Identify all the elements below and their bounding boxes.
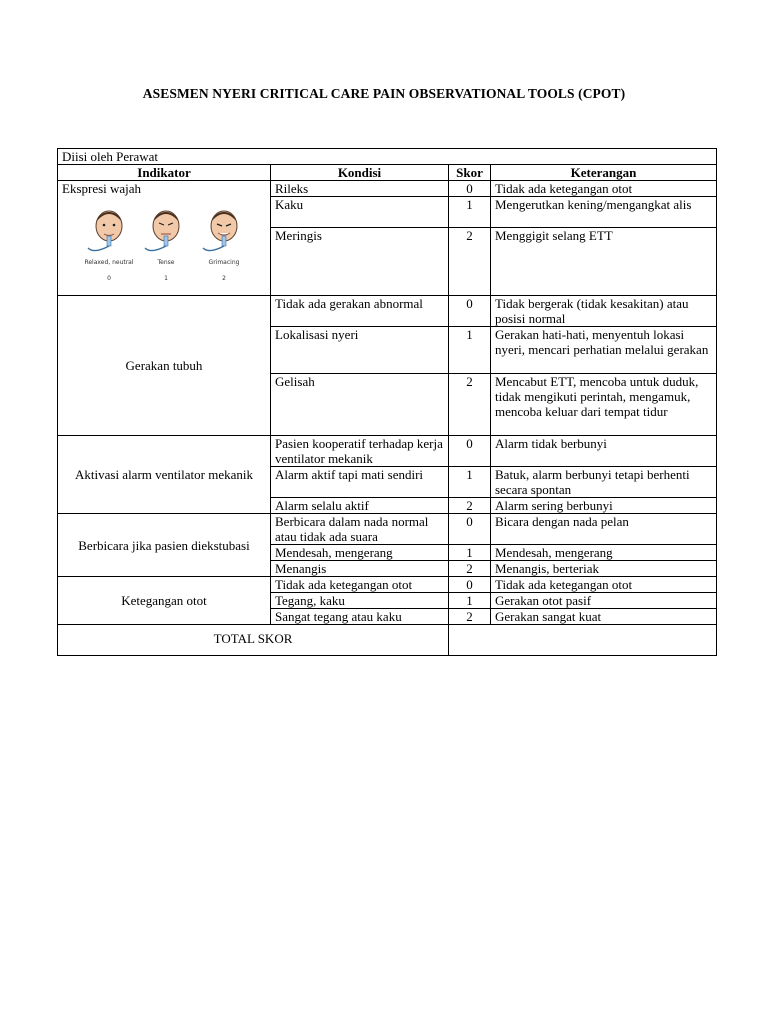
kondisi-cell: Alarm selalu aktif: [271, 498, 449, 514]
keterangan-cell: Mendesah, mengerang: [491, 545, 717, 561]
skor-cell: 2: [449, 228, 491, 296]
kondisi-cell: Tidak ada gerakan abnormal: [271, 296, 449, 327]
keterangan-cell: Bicara dengan nada pelan: [491, 514, 717, 545]
filled-by-label: Diisi oleh Perawat: [58, 149, 717, 165]
keterangan-cell: Batuk, alarm berbunyi tetapi berhenti secara spontan: [491, 467, 717, 498]
keterangan-cell: Menangis, berteriak: [491, 561, 717, 577]
kondisi-cell: Meringis: [271, 228, 449, 296]
keterangan-cell: Gerakan otot pasif: [491, 593, 717, 609]
indicator-label: Ekspresi wajah: [62, 181, 142, 196]
kondisi-cell: Pasien kooperatif terhadap kerja ventilator mekanik: [271, 436, 449, 467]
face-score: 0: [107, 275, 111, 282]
keterangan-cell: Menggigit selang ETT: [491, 228, 717, 296]
total-score-value[interactable]: [449, 625, 717, 656]
cpot-table: [57, 148, 717, 656]
header-keterangan: Keterangan: [491, 165, 717, 181]
kondisi-cell: Berbicara dalam nada normal atau tidak ada suara: [271, 514, 449, 545]
indicator-label: Aktivasi alarm ventilator mekanik: [58, 436, 271, 514]
face-relaxed-icon: [88, 211, 122, 251]
facial-expression-image: [84, 204, 254, 294]
face-caption: Relaxed, neutral: [84, 259, 134, 266]
skor-cell: 2: [449, 374, 491, 436]
skor-cell: 1: [449, 467, 491, 498]
kondisi-cell: Mendesah, mengerang: [271, 545, 449, 561]
skor-cell: 1: [449, 327, 491, 374]
face-tense-icon: [145, 211, 179, 251]
face-caption: Tense: [157, 259, 175, 266]
total-score-label: TOTAL SKOR: [58, 625, 449, 656]
kondisi-cell: Tegang, kaku: [271, 593, 449, 609]
header-kondisi: Kondisi: [271, 165, 449, 181]
skor-cell: 0: [449, 181, 491, 197]
kondisi-cell: Tidak ada ketegangan otot: [271, 577, 449, 593]
indicator-cell: [58, 181, 271, 296]
keterangan-cell: Alarm sering berbunyi: [491, 498, 717, 514]
header-indikator: Indikator: [58, 165, 271, 181]
page-title: ASESMEN NYERI CRITICAL CARE PAIN OBSERVATIONAL TOOLS (CPOT): [142, 86, 626, 101]
keterangan-cell: Mengerutkan kening/mengangkat alis: [491, 197, 717, 228]
skor-cell: 2: [449, 561, 491, 577]
skor-cell: 1: [449, 197, 491, 228]
keterangan-cell: Gerakan sangat kuat: [491, 609, 717, 625]
skor-cell: 0: [449, 514, 491, 545]
skor-cell: 1: [449, 545, 491, 561]
face-score: 2: [222, 275, 226, 282]
skor-cell: 1: [449, 593, 491, 609]
kondisi-cell: Gelisah: [271, 374, 449, 436]
kondisi-cell: Rileks: [271, 181, 449, 197]
kondisi-cell: Kaku: [271, 197, 449, 228]
indicator-label: Gerakan tubuh: [58, 296, 271, 436]
kondisi-cell: Sangat tegang atau kaku: [271, 609, 449, 625]
header-skor: Skor: [449, 165, 491, 181]
skor-cell: 2: [449, 498, 491, 514]
skor-cell: 0: [449, 296, 491, 327]
face-caption: Grimacing: [208, 259, 240, 266]
indicator-label: Ketegangan otot: [58, 577, 271, 625]
keterangan-cell: Mencabut ETT, mencoba untuk duduk, tidak mengikuti perintah, mengamuk, mencoba keluar dari tempat tidur: [491, 374, 717, 436]
keterangan-cell: Tidak ada ketegangan otot: [491, 181, 717, 197]
face-grimacing-icon: [203, 211, 237, 251]
indicator-label: Berbicara jika pasien diekstubasi: [58, 514, 271, 577]
kondisi-cell: Alarm aktif tapi mati sendiri: [271, 467, 449, 498]
face-score: 1: [164, 275, 168, 282]
keterangan-cell: Tidak bergerak (tidak kesakitan) atau posisi normal: [491, 296, 717, 327]
skor-cell: 2: [449, 609, 491, 625]
skor-cell: 0: [449, 577, 491, 593]
skor-cell: 0: [449, 436, 491, 467]
kondisi-cell: Menangis: [271, 561, 449, 577]
keterangan-cell: Gerakan hati-hati, menyentuh lokasi nyeri, mencari perhatian melalui gerakan: [491, 327, 717, 374]
kondisi-cell: Lokalisasi nyeri: [271, 327, 449, 374]
keterangan-cell: Tidak ada ketegangan otot: [491, 577, 717, 593]
keterangan-cell: Alarm tidak berbunyi: [491, 436, 717, 467]
